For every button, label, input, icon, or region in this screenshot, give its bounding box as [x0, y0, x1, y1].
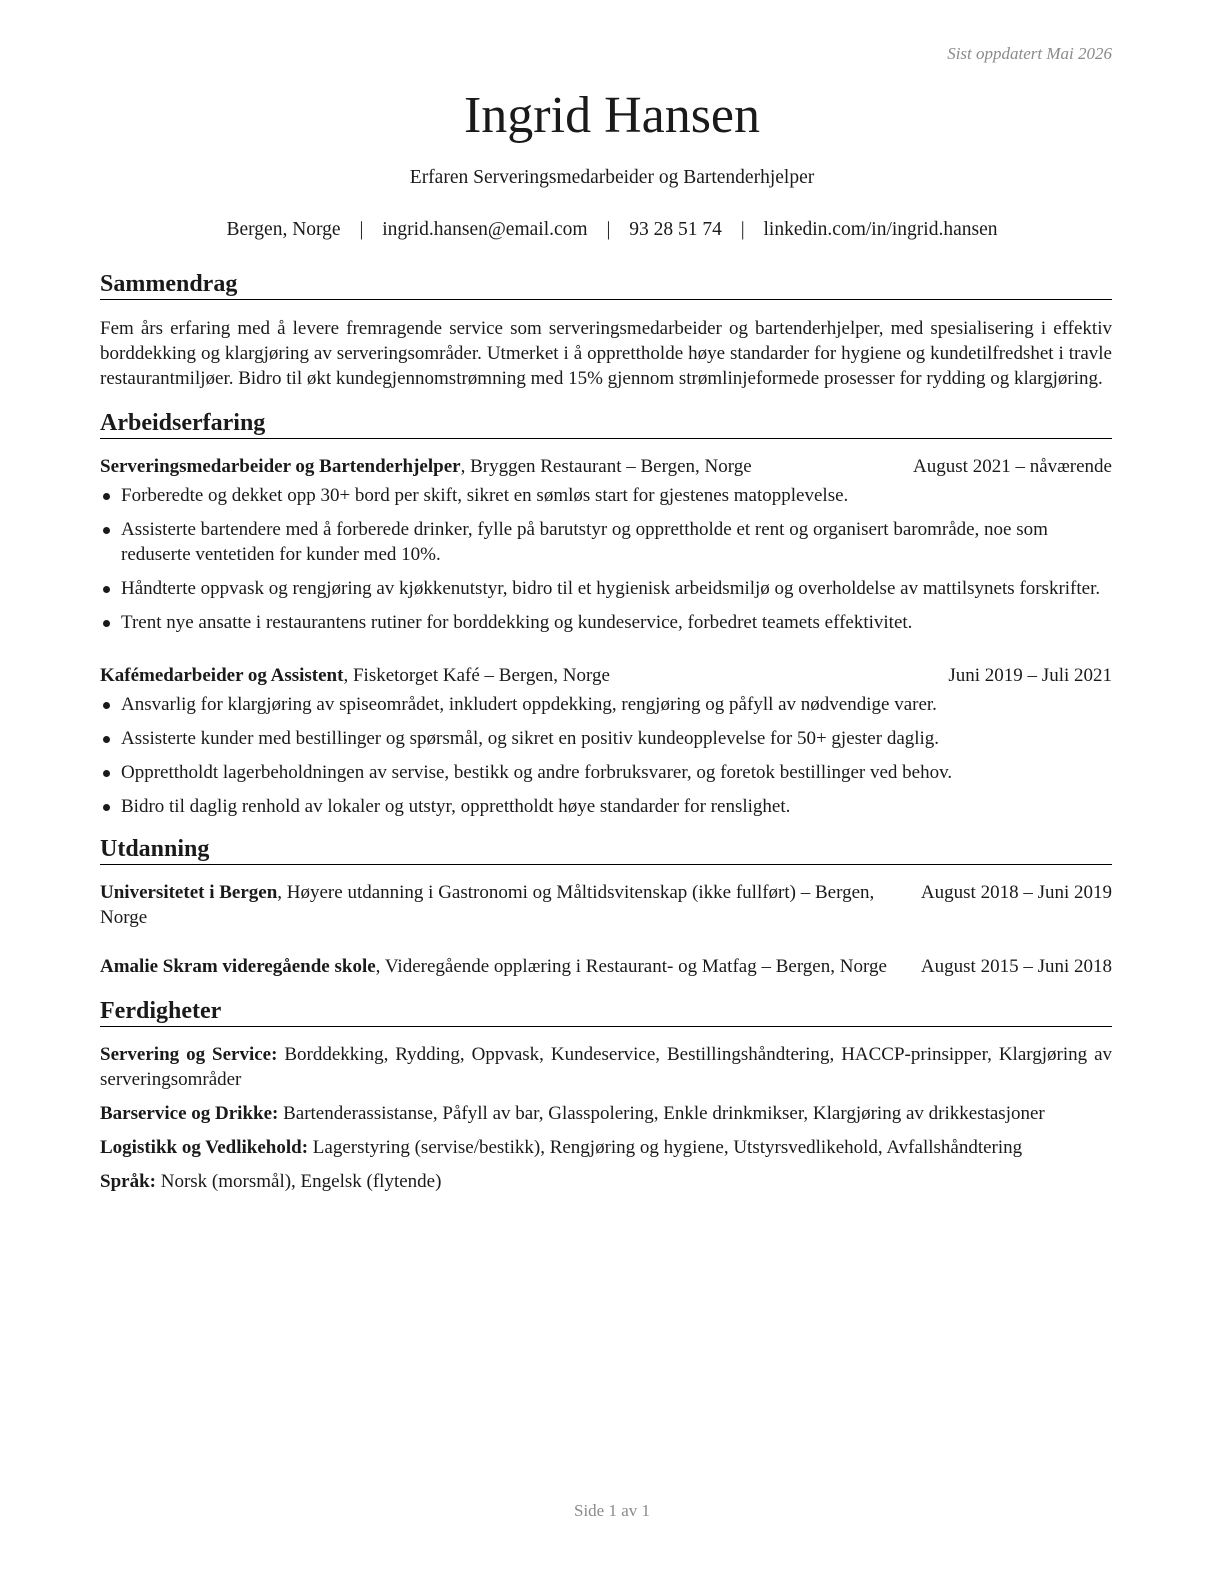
job-header [100, 663, 1112, 688]
contact-line [0, 219, 1224, 241]
skill-text: Lagerstyring (servise/bestikk), Rengjøring og hygiene, Utstyrsvedlikehold, Avfallshåndtering [308, 1137, 1023, 1158]
skill-label: Barservice og Drikke: [100, 1103, 279, 1124]
experience-section [100, 409, 1112, 819]
page-footer: Side 1 av 1 [573, 1501, 651, 1520]
school-detail: , Høyere utdanning i Gastronomi og Måltidsvitenskap (ikke fullført) – Bergen, Norge [100, 882, 875, 928]
headline: Erfaren Serveringsmedarbeider og Bartenderhjelper [409, 167, 815, 188]
school-name: Universitetet i Bergen [100, 882, 278, 903]
job-entry [100, 454, 1112, 635]
job-dates: Juni 2019 – Juli 2021 [948, 665, 1112, 686]
education-heading: Utdanning [100, 835, 1112, 865]
education-entry [100, 954, 1112, 979]
list-item: Forberedte og dekket opp 30+ bord per skift, sikret en sømløs start for gjestenes matopplevelse. [100, 483, 1112, 508]
school-detail: , Videregående opplæring i Restaurant- og Matfag – Bergen, Norge [375, 956, 887, 977]
contact-phone: 93 28 51 74 [629, 219, 722, 240]
list-item: Ansvarlig for klargjøring av spiseområdet, inkludert oppdekking, rengjøring og påfyll av nødvendige varer. [100, 692, 1112, 717]
job-bullets [100, 692, 1112, 819]
experience-heading: Arbeidserfaring [100, 409, 1112, 439]
school-name: Amalie Skram videregående skole [100, 956, 376, 977]
summary-section [100, 270, 1112, 391]
job-header [100, 454, 1112, 479]
contact-separator: | [740, 219, 745, 240]
job-place: , Fisketorget Kafé – Bergen, Norge [343, 665, 610, 686]
list-item: Trent nye ansatte i restaurantens rutiner for borddekking og kundeservice, forbedret teamets effektivitet. [100, 610, 1112, 635]
job-bullets [100, 483, 1112, 635]
list-item: Assisterte bartendere med å forberede drinker, fylle på barutstyr og opprettholde et rent og organisert barområde, noe som reduserte ventetiden for kunder med 10%. [100, 517, 1112, 567]
skills-heading: Ferdigheter [100, 997, 1112, 1027]
skill-row [100, 1135, 1112, 1160]
education-dates: August 2015 – Juni 2018 [920, 956, 1112, 977]
contact-separator: | [359, 219, 364, 240]
education-section [100, 835, 1112, 979]
skill-label: Servering og Service: [100, 1044, 278, 1065]
skill-row [100, 1101, 1112, 1126]
education-entry [100, 880, 1112, 930]
resume-content [100, 270, 1112, 1203]
contact-email[interactable]: ingrid.hansen@email.com [382, 219, 588, 240]
last-updated: Sist oppdatert Mai 2026 [947, 44, 1112, 63]
education-dates: August 2018 – Juni 2019 [920, 882, 1112, 903]
job-role: Serveringsmedarbeider og Bartenderhjelper [100, 456, 461, 477]
job-place: , Bryggen Restaurant – Bergen, Norge [460, 456, 752, 477]
skill-row [100, 1169, 1112, 1194]
list-item: Håndterte oppvask og rengjøring av kjøkkenutstyr, bidro til et hygienisk arbeidsmiljø og overholdelse av mattilsynets forskrifter. [100, 576, 1112, 601]
list-item: Assisterte kunder med bestillinger og spørsmål, og sikret en positiv kundeopplevelse for 50+ gjester daglig. [100, 726, 1112, 751]
contact-separator: | [606, 219, 611, 240]
skill-text: Borddekking, Rydding, Oppvask, Kundeservice, Bestillingshåndtering, HACCP-prinsipper, Klargjøring av serveringsområder [100, 1044, 1112, 1090]
skills-section [100, 997, 1112, 1194]
contact-location: Bergen, Norge [226, 219, 341, 240]
skill-label: Logistikk og Vedlikehold: [100, 1137, 309, 1158]
job-dates: August 2021 – nåværende [913, 456, 1112, 477]
candidate-name: Ingrid Hansen [463, 87, 761, 144]
skill-label: Språk: [100, 1171, 156, 1192]
job-entry [100, 663, 1112, 819]
job-role: Kafémedarbeider og Assistent [100, 665, 344, 686]
skill-text: Norsk (morsmål), Engelsk (flytende) [155, 1171, 442, 1192]
list-item: Bidro til daglig renhold av lokaler og utstyr, opprettholdt høye standarder for renslighet. [100, 794, 1112, 819]
list-item: Opprettholdt lagerbeholdningen av servise, bestikk og andre forbruksvarer, og foretok bestillinger ved behov. [100, 760, 1112, 785]
skill-text: Bartenderassistanse, Påfyll av bar, Glasspolering, Enkle drinkmikser, Klargjøring av drikkestasjoner [278, 1103, 1045, 1124]
skill-row [100, 1042, 1112, 1092]
summary-text: Fem års erfaring med å levere fremragende service som serveringsmedarbeider og bartenderhjelper, med spesialisering i effektiv borddekking og klargjøring av serveringsområder. Utmerket i å opprettholde høye standarder for hygiene og kundetilfredshet i travle restaurantmiljøer. Bidro til økt kundegjennomstrømning med 15% gjennom strømlinjeformede prosesser for rydding og klargjøring. [100, 318, 1112, 389]
summary-heading: Sammendrag [100, 270, 1112, 300]
contact-linkedin[interactable]: linkedin.com/in/ingrid.hansen [763, 219, 998, 240]
